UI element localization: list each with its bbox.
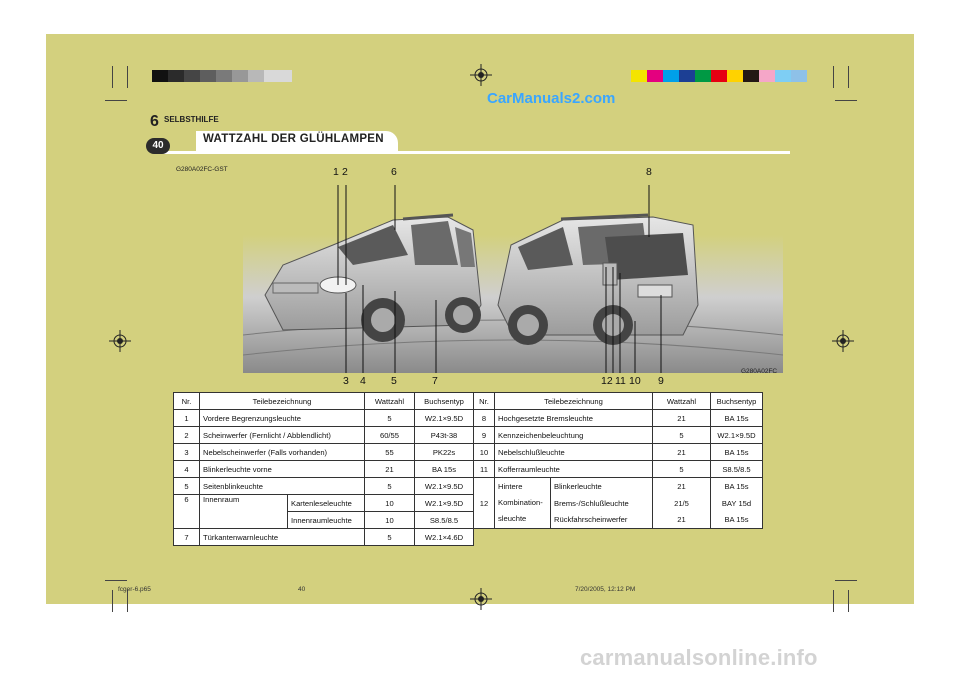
cell-socket: PK22s bbox=[415, 444, 474, 461]
cell-socket: BA 15s bbox=[415, 461, 474, 478]
cell-socket: W2.1×4.6D bbox=[415, 529, 474, 546]
cell-watt: 5 bbox=[365, 529, 415, 546]
cell-subpart: Rückfahrscheinwerfer bbox=[551, 512, 653, 529]
table-row bbox=[174, 410, 763, 427]
site-watermark[interactable]: carmanualsonline.info bbox=[580, 645, 818, 670]
cell-socket: BA 15s bbox=[711, 410, 763, 427]
swatch bbox=[759, 70, 775, 82]
table-row bbox=[174, 444, 763, 461]
cell-socket: S8.5/8.5 bbox=[415, 512, 474, 529]
cell-socket: BA 15s bbox=[711, 444, 763, 461]
cell-watt: 5 bbox=[653, 427, 711, 444]
cell-nr: 10 bbox=[474, 444, 495, 461]
cell-watt: 5 bbox=[653, 461, 711, 478]
cell-subpart: Innenraumleuchte bbox=[288, 512, 365, 529]
cell-part: Blinkerleuchte vorne bbox=[200, 461, 365, 478]
swatch bbox=[216, 70, 232, 82]
crop-mark bbox=[127, 590, 128, 612]
crop-mark bbox=[112, 590, 113, 612]
cell-nr: 2 bbox=[174, 427, 200, 444]
table-row bbox=[174, 478, 763, 495]
callout-label: 11 bbox=[615, 375, 626, 387]
cell-watt: 5 bbox=[365, 478, 415, 495]
callout-label: 4 bbox=[360, 375, 366, 387]
swatch bbox=[631, 70, 647, 82]
crop-mark bbox=[833, 590, 834, 612]
header-nr: Nr. bbox=[474, 393, 495, 410]
swatch bbox=[152, 70, 168, 82]
cell-nr: 8 bbox=[474, 410, 495, 427]
crop-mark bbox=[105, 580, 127, 581]
cell-watt: 21 bbox=[653, 478, 711, 495]
callout-label: 6 bbox=[391, 166, 397, 178]
registration-mark-icon bbox=[109, 330, 131, 352]
footer-datetime: 7/20/2005, 12:12 PM bbox=[575, 586, 636, 593]
cell-socket: W2.1×9.5D bbox=[415, 495, 474, 512]
cell-part: Hochgesetzte Bremsleuchte bbox=[495, 410, 653, 427]
callout-label: 3 bbox=[343, 375, 349, 387]
callout-label: 12 bbox=[601, 375, 613, 387]
callout-label: 5 bbox=[391, 375, 397, 387]
callout-label: 10 bbox=[629, 375, 641, 387]
cell-socket: P43t-38 bbox=[415, 427, 474, 444]
figure-code: G280A02FC-GST bbox=[176, 166, 228, 173]
cell-socket: W2.1×9.5D bbox=[415, 410, 474, 427]
swatch bbox=[663, 70, 679, 82]
table-row bbox=[174, 529, 763, 546]
section-title: SELBSTHILFE bbox=[164, 115, 219, 124]
swatch bbox=[647, 70, 663, 82]
cell-watt: 21 bbox=[653, 512, 711, 529]
table-row bbox=[174, 427, 763, 444]
cell-watt: 21/5 bbox=[653, 495, 711, 512]
swatch bbox=[791, 70, 807, 82]
cell-subpart: Kartenleseleuchte bbox=[288, 495, 365, 512]
callout-label: 9 bbox=[658, 375, 664, 387]
cell-watt: 60/55 bbox=[365, 427, 415, 444]
footer-page: 40 bbox=[298, 586, 306, 593]
registration-mark-icon bbox=[470, 64, 492, 86]
cell-part: Türkantenwarnleuchte bbox=[200, 529, 365, 546]
cell-nr: 7 bbox=[174, 529, 200, 546]
cell-part: Innenraum bbox=[200, 495, 288, 529]
crop-mark bbox=[105, 100, 127, 101]
cell-watt: 10 bbox=[365, 512, 415, 529]
swatch bbox=[200, 70, 216, 82]
crop-mark bbox=[127, 66, 128, 88]
cell-watt: 21 bbox=[653, 444, 711, 461]
swatch bbox=[232, 70, 248, 82]
cell-subpart: Blinkerleuchte bbox=[551, 478, 653, 495]
swatch bbox=[264, 70, 292, 82]
cell-socket: BA 15s bbox=[711, 478, 763, 495]
cell-socket: W2.1×9.5D bbox=[711, 427, 763, 444]
cell-part: Scheinwerfer (Fernlicht / Abblendlicht) bbox=[200, 427, 365, 444]
figure-code: G280A02FC bbox=[741, 368, 778, 375]
empty-cell bbox=[474, 529, 763, 546]
cell-nr: 3 bbox=[174, 444, 200, 461]
crop-mark bbox=[833, 66, 834, 88]
swatch bbox=[743, 70, 759, 82]
crop-mark bbox=[848, 590, 849, 612]
cell-part: Nebelschlußleuchte bbox=[495, 444, 653, 461]
cell-watt: 5 bbox=[365, 410, 415, 427]
title-underline bbox=[156, 151, 790, 154]
swatch bbox=[695, 70, 711, 82]
crop-mark bbox=[848, 66, 849, 88]
cell-nr: 9 bbox=[474, 427, 495, 444]
swatch bbox=[775, 70, 791, 82]
watermark-text[interactable]: CarManuals2.com bbox=[487, 90, 616, 107]
table-row bbox=[174, 495, 763, 512]
footer-file: fcger-6.p65 bbox=[118, 586, 151, 593]
bulb-table bbox=[173, 392, 763, 546]
row12-part-line: sleuchte bbox=[498, 514, 527, 523]
cell-part bbox=[495, 478, 551, 529]
car-illustration bbox=[243, 185, 783, 373]
swatch bbox=[727, 70, 743, 82]
page-number: 40 bbox=[146, 138, 170, 154]
swatch bbox=[711, 70, 727, 82]
cell-part: Vordere Begrenzungsleuchte bbox=[200, 410, 365, 427]
header-part: Teilebezeichnung bbox=[495, 393, 653, 410]
page-title: WATTZAHL DER GLÜHLAMPEN bbox=[203, 133, 384, 145]
cell-socket: BAY 15d bbox=[711, 495, 763, 512]
header-watt: Wattzahl bbox=[653, 393, 711, 410]
cell-nr: 1 bbox=[174, 410, 200, 427]
swatch bbox=[184, 70, 200, 82]
callout-label: 2 bbox=[342, 166, 348, 178]
crop-mark bbox=[835, 100, 857, 101]
row12-part-line: Hintere bbox=[498, 482, 523, 491]
registration-mark-icon bbox=[832, 330, 854, 352]
table-row bbox=[174, 461, 763, 478]
header-part: Teilebezeichnung bbox=[200, 393, 365, 410]
registration-mark-icon bbox=[470, 588, 492, 610]
cell-nr: 11 bbox=[474, 461, 495, 478]
cell-part: Nebelscheinwerfer (Falls vorhanden) bbox=[200, 444, 365, 461]
cell-socket: S8.5/8.5 bbox=[711, 461, 763, 478]
crop-mark bbox=[112, 66, 113, 88]
row12-nr: 12 bbox=[479, 498, 489, 508]
cell-nr: 4 bbox=[174, 461, 200, 478]
table-header-row bbox=[174, 393, 763, 410]
callout-label: 1 bbox=[333, 166, 339, 178]
callout-label: 7 bbox=[432, 375, 438, 387]
cell-part: Kofferraumleuchte bbox=[495, 461, 653, 478]
cell-nr: 5 bbox=[174, 478, 200, 495]
cell-subpart: Brems-/Schlußleuchte bbox=[551, 495, 653, 512]
callout-label: 8 bbox=[646, 166, 652, 178]
cell-watt: 21 bbox=[653, 410, 711, 427]
swatch bbox=[248, 70, 264, 82]
cell-nr: 6 bbox=[174, 495, 200, 529]
header-socket: Buchsentyp bbox=[711, 393, 763, 410]
cell-part: Seitenblinkeuchte bbox=[200, 478, 365, 495]
swatch bbox=[168, 70, 184, 82]
cell-watt: 55 bbox=[365, 444, 415, 461]
header-nr: Nr. bbox=[174, 393, 200, 410]
header-socket: Buchsentyp bbox=[415, 393, 474, 410]
section-number: 6 bbox=[150, 113, 159, 130]
cell-part: Kennzeichenbeleuchtung bbox=[495, 427, 653, 444]
crop-mark bbox=[835, 580, 857, 581]
cell-nr bbox=[474, 478, 495, 529]
cell-socket: BA 15s bbox=[711, 512, 763, 529]
cell-watt: 21 bbox=[365, 461, 415, 478]
row12-part-line: Kombination- bbox=[498, 498, 543, 507]
cell-watt: 10 bbox=[365, 495, 415, 512]
header-watt: Wattzahl bbox=[365, 393, 415, 410]
swatch bbox=[679, 70, 695, 82]
cell-socket: W2.1×9.5D bbox=[415, 478, 474, 495]
